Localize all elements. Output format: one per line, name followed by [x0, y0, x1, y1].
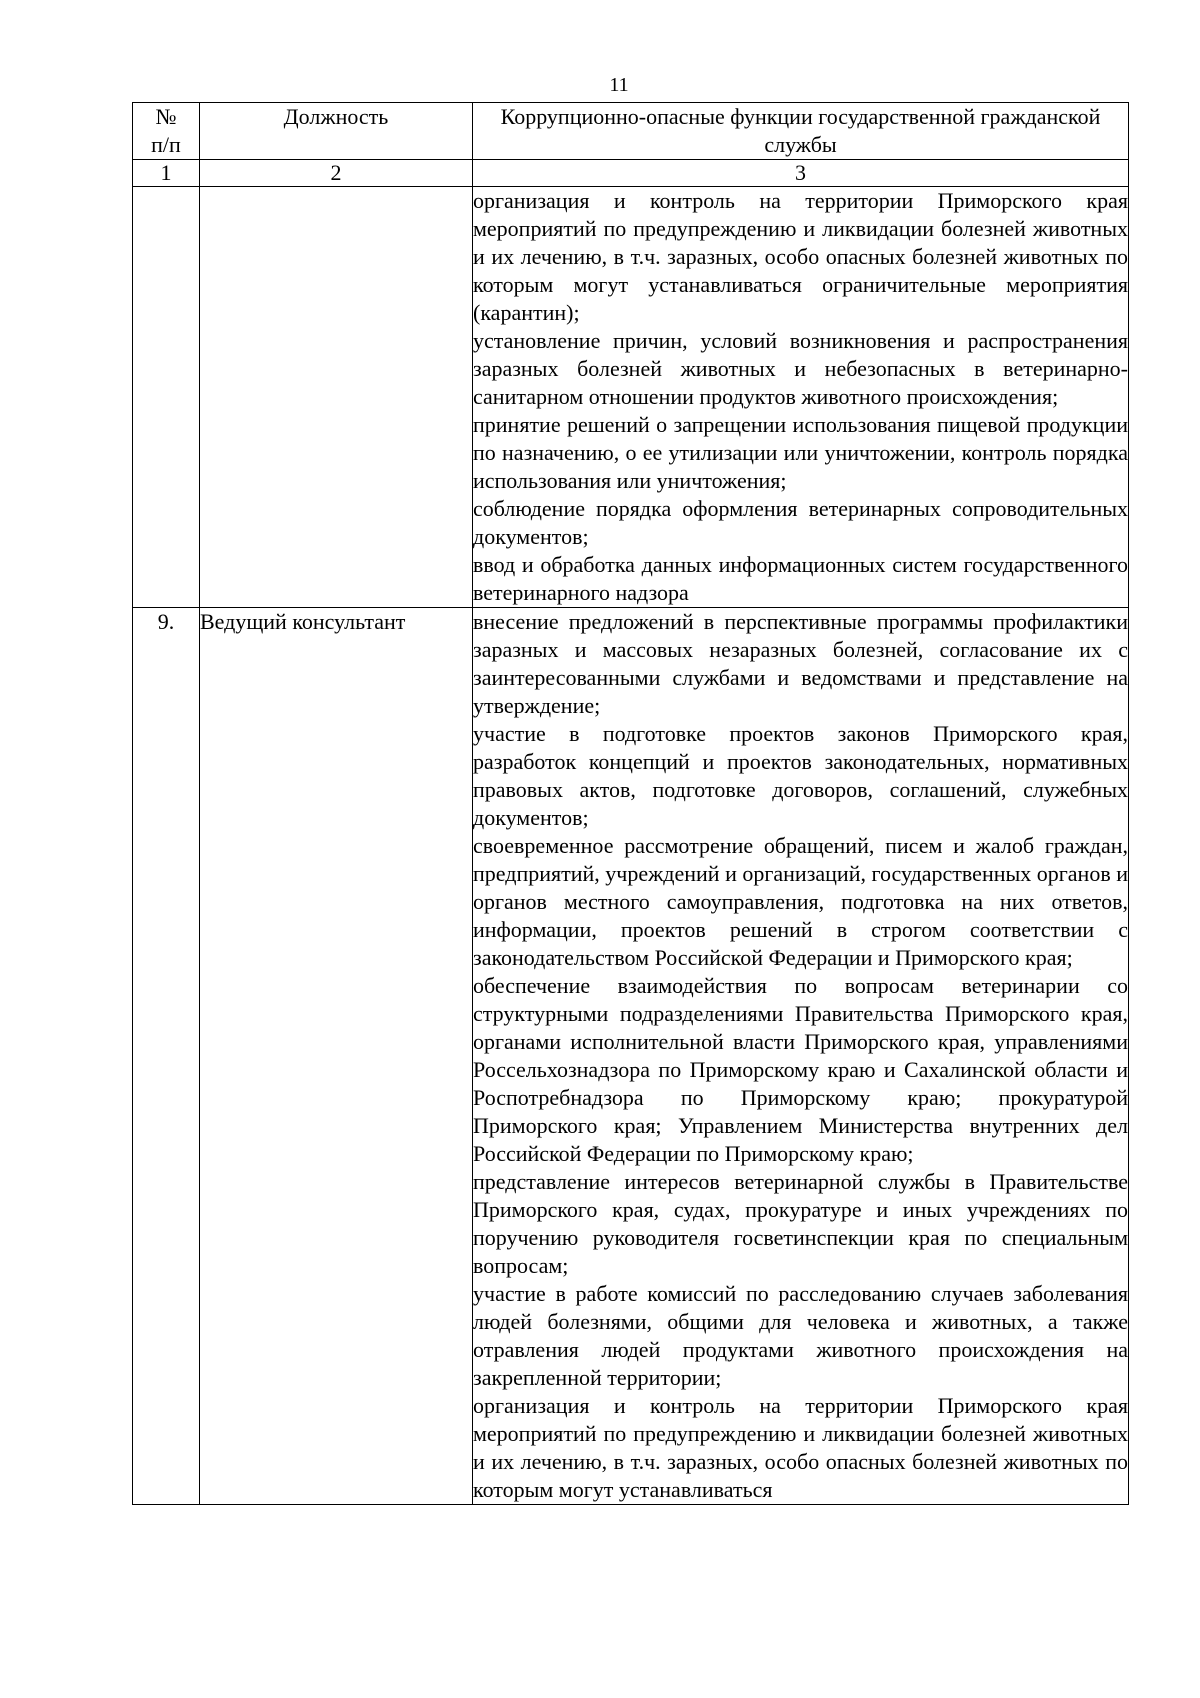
- row-number: 9.: [133, 608, 200, 1505]
- table-header-row: [133, 103, 1129, 160]
- row-functions: [473, 608, 1129, 1505]
- function-item: принятие решений о запрещении использования пищевой продукции по назначению, о ее утилизации или уничтожении, контроль порядка использования или уничтожения;: [473, 412, 1128, 493]
- header-functions-label: Коррупционно-опасные функции государственной гражданской службы: [500, 104, 1101, 157]
- function-item: организация и контроль на территории Приморского края мероприятий по предупреждению и ликвидации болезней животных и их лечению, в т.ч. заразных, особо опасных болезней животных по которым могут устанавливаться: [473, 1393, 1128, 1502]
- column-index-3: 3: [473, 160, 1129, 187]
- function-item: участие в подготовке проектов законов Приморского края, разработок концепций и проектов законодательных, нормативных правовых актов, подготовке договоров, соглашений, служебных документов;: [473, 721, 1128, 830]
- function-item: внесение предложений в перспективные программы профилактики заразных и массовых незаразных болезней, согласование их с заинтересованными службами и ведомствами и представление на утверждение;: [473, 609, 1128, 718]
- row-functions: [473, 187, 1129, 608]
- column-index-row: [133, 160, 1129, 187]
- function-item: организация и контроль на территории Приморского края мероприятий по предупреждению и ликвидации болезней животных и их лечению, в т.ч. заразных, особо опасных болезней животных по которым могут устанавливаться ограничительные мероприятия (карантин);: [473, 188, 1128, 325]
- function-item: участие в работе комиссий по расследованию случаев заболевания людей болезнями, общими для человека и животных, а также отравления людей продуктами животного происхождения на закрепленной территории;: [473, 1281, 1128, 1390]
- function-item: обеспечение взаимодействия по вопросам ветеринарии со структурными подразделениями Правительства Приморского края, органами исполнительной власти Приморского края, управлениями Россельхознадзора по Приморскому краю и Сахалинской области и Роспотребнадзора по Приморскому краю; прокуратурой Приморского края; Управлением Министерства внутренних дел Российской Федерации по Приморскому краю;: [473, 973, 1128, 1166]
- header-num-label: № п/п: [151, 104, 181, 157]
- table-row: [133, 608, 1129, 1505]
- function-item: соблюдение порядка оформления ветеринарных сопроводительных документов;: [473, 496, 1128, 549]
- header-position: [200, 103, 473, 160]
- row-position: [200, 187, 473, 608]
- page-number: 11: [609, 74, 629, 96]
- row-number: [133, 187, 200, 608]
- function-item: своевременное рассмотрение обращений, писем и жалоб граждан, предприятий, учреждений и организаций, государственных органов и органов местного самоуправления, подготовка на них ответов, информации, проектов решений в строгом соответствии с законодательством Российской Федерации и Приморского края;: [473, 833, 1128, 970]
- function-item: ввод и обработка данных информационных систем государственного ветеринарного надзора: [473, 552, 1128, 605]
- header-functions: [473, 103, 1129, 160]
- header-num: [133, 103, 200, 160]
- function-item: установление причин, условий возникновения и распространения заразных болезней животных и небезопасных в ветеринарно-санитарном отношении продуктов животного происхождения;: [473, 328, 1128, 409]
- column-index-1: 1: [133, 160, 200, 187]
- function-item: представление интересов ветеринарной службы в Правительстве Приморского края, судах, прокуратуре и иных учреждениях по поручению руководителя госветинспекции края по специальным вопросам;: [473, 1169, 1128, 1278]
- header-position-label: Должность: [283, 104, 389, 129]
- column-index-2: 2: [200, 160, 473, 187]
- table-row: [133, 187, 1129, 608]
- corruption-functions-table: [132, 102, 1129, 1505]
- row-position: Ведущий консультант: [200, 608, 473, 1505]
